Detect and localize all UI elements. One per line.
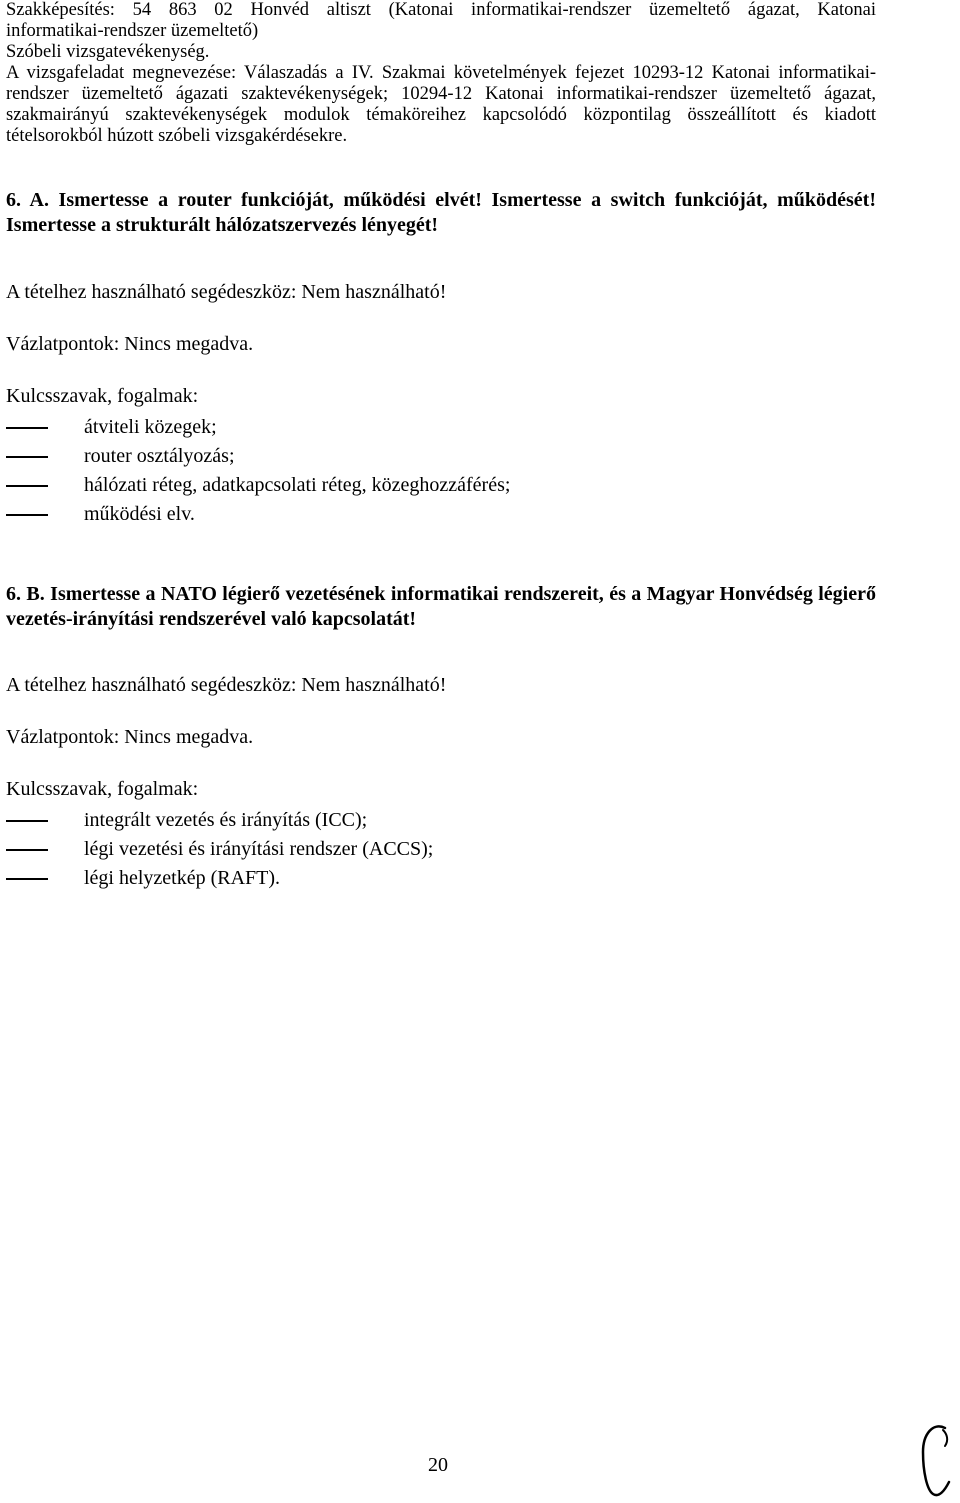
dash-bullet (6, 427, 48, 429)
document-header (6, 0, 876, 147)
header-line: tételsorokból húzott szóbeli vizsgakérdésekre. (6, 126, 348, 146)
list-item: működési elv. (6, 500, 876, 529)
page-number: 20 (428, 1454, 448, 1476)
outline-note-b: Vázlatpontok: Nincs megadva. (6, 726, 254, 748)
list-item: router osztályozás; (6, 442, 876, 471)
list-item: légi helyzetkép (RAFT). (6, 864, 876, 893)
question-6b: 6. B. Ismertesse a NATO légierő vezetésének informatikai rendszereit, és a Magyar Honvédség légierő vezetés-irányítási rendszerével való kapcsolatát! (6, 583, 876, 630)
list-item: hálózati réteg, adatkapcsolati réteg, közeghozzáférés; (6, 471, 876, 500)
list-item: integrált vezetés és irányítás (ICC); (6, 806, 876, 835)
dash-bullet (6, 820, 48, 822)
tools-note-b: A tételhez használható segédeszköz: Nem használható! (6, 674, 447, 696)
question-6a: 6. A. Ismertesse a router funkcióját, működési elvét! Ismertesse a switch funkcióját, működését! Ismertesse a strukturált hálózatszervezés lényegét! (6, 189, 876, 236)
dash-bullet (6, 878, 48, 880)
dash-bullet (6, 485, 48, 487)
outline-note-a: Vázlatpontok: Nincs megadva. (6, 333, 254, 355)
dash-bullet (6, 514, 48, 516)
header-line: Szóbeli vizsgatevékenység. (6, 42, 210, 62)
keywords-list-a (6, 413, 876, 529)
list-item: légi vezetési és irányítási rendszer (ACCS); (6, 835, 876, 864)
keywords-list-b (6, 806, 876, 893)
tools-note-a: A tételhez használható segédeszköz: Nem használható! (6, 281, 447, 303)
keywords-label-b: Kulcsszavak, fogalmak: (6, 778, 199, 800)
header-line: rendszer üzemeltető ágazati szaktevékenységek; 10294-12 Katonai informatikai-rendszer üzemeltető ágazat, (6, 84, 876, 104)
dash-bullet (6, 849, 48, 851)
list-item: átviteli közegek; (6, 413, 876, 442)
header-line: szakmairányú szaktevékenységek modulok témaköreihez kapcsolódó központilag összeállított és kiadott (6, 105, 876, 125)
signature-mark (915, 1420, 957, 1500)
keywords-label-a: Kulcsszavak, fogalmak: (6, 385, 199, 407)
document-page (6, 0, 876, 889)
header-line: Szakképesítés: 54 863 02 Honvéd altiszt (Katonai informatikai-rendszer üzemeltető ágazat, Katonai (6, 0, 876, 20)
header-line: A vizsgafeladat megnevezése: Válaszadás a IV. Szakmai követelmények fejezet 10293-12 Katonai informatikai- (6, 63, 876, 83)
header-line: informatikai-rendszer üzemeltető) (6, 21, 259, 41)
dash-bullet (6, 456, 48, 458)
